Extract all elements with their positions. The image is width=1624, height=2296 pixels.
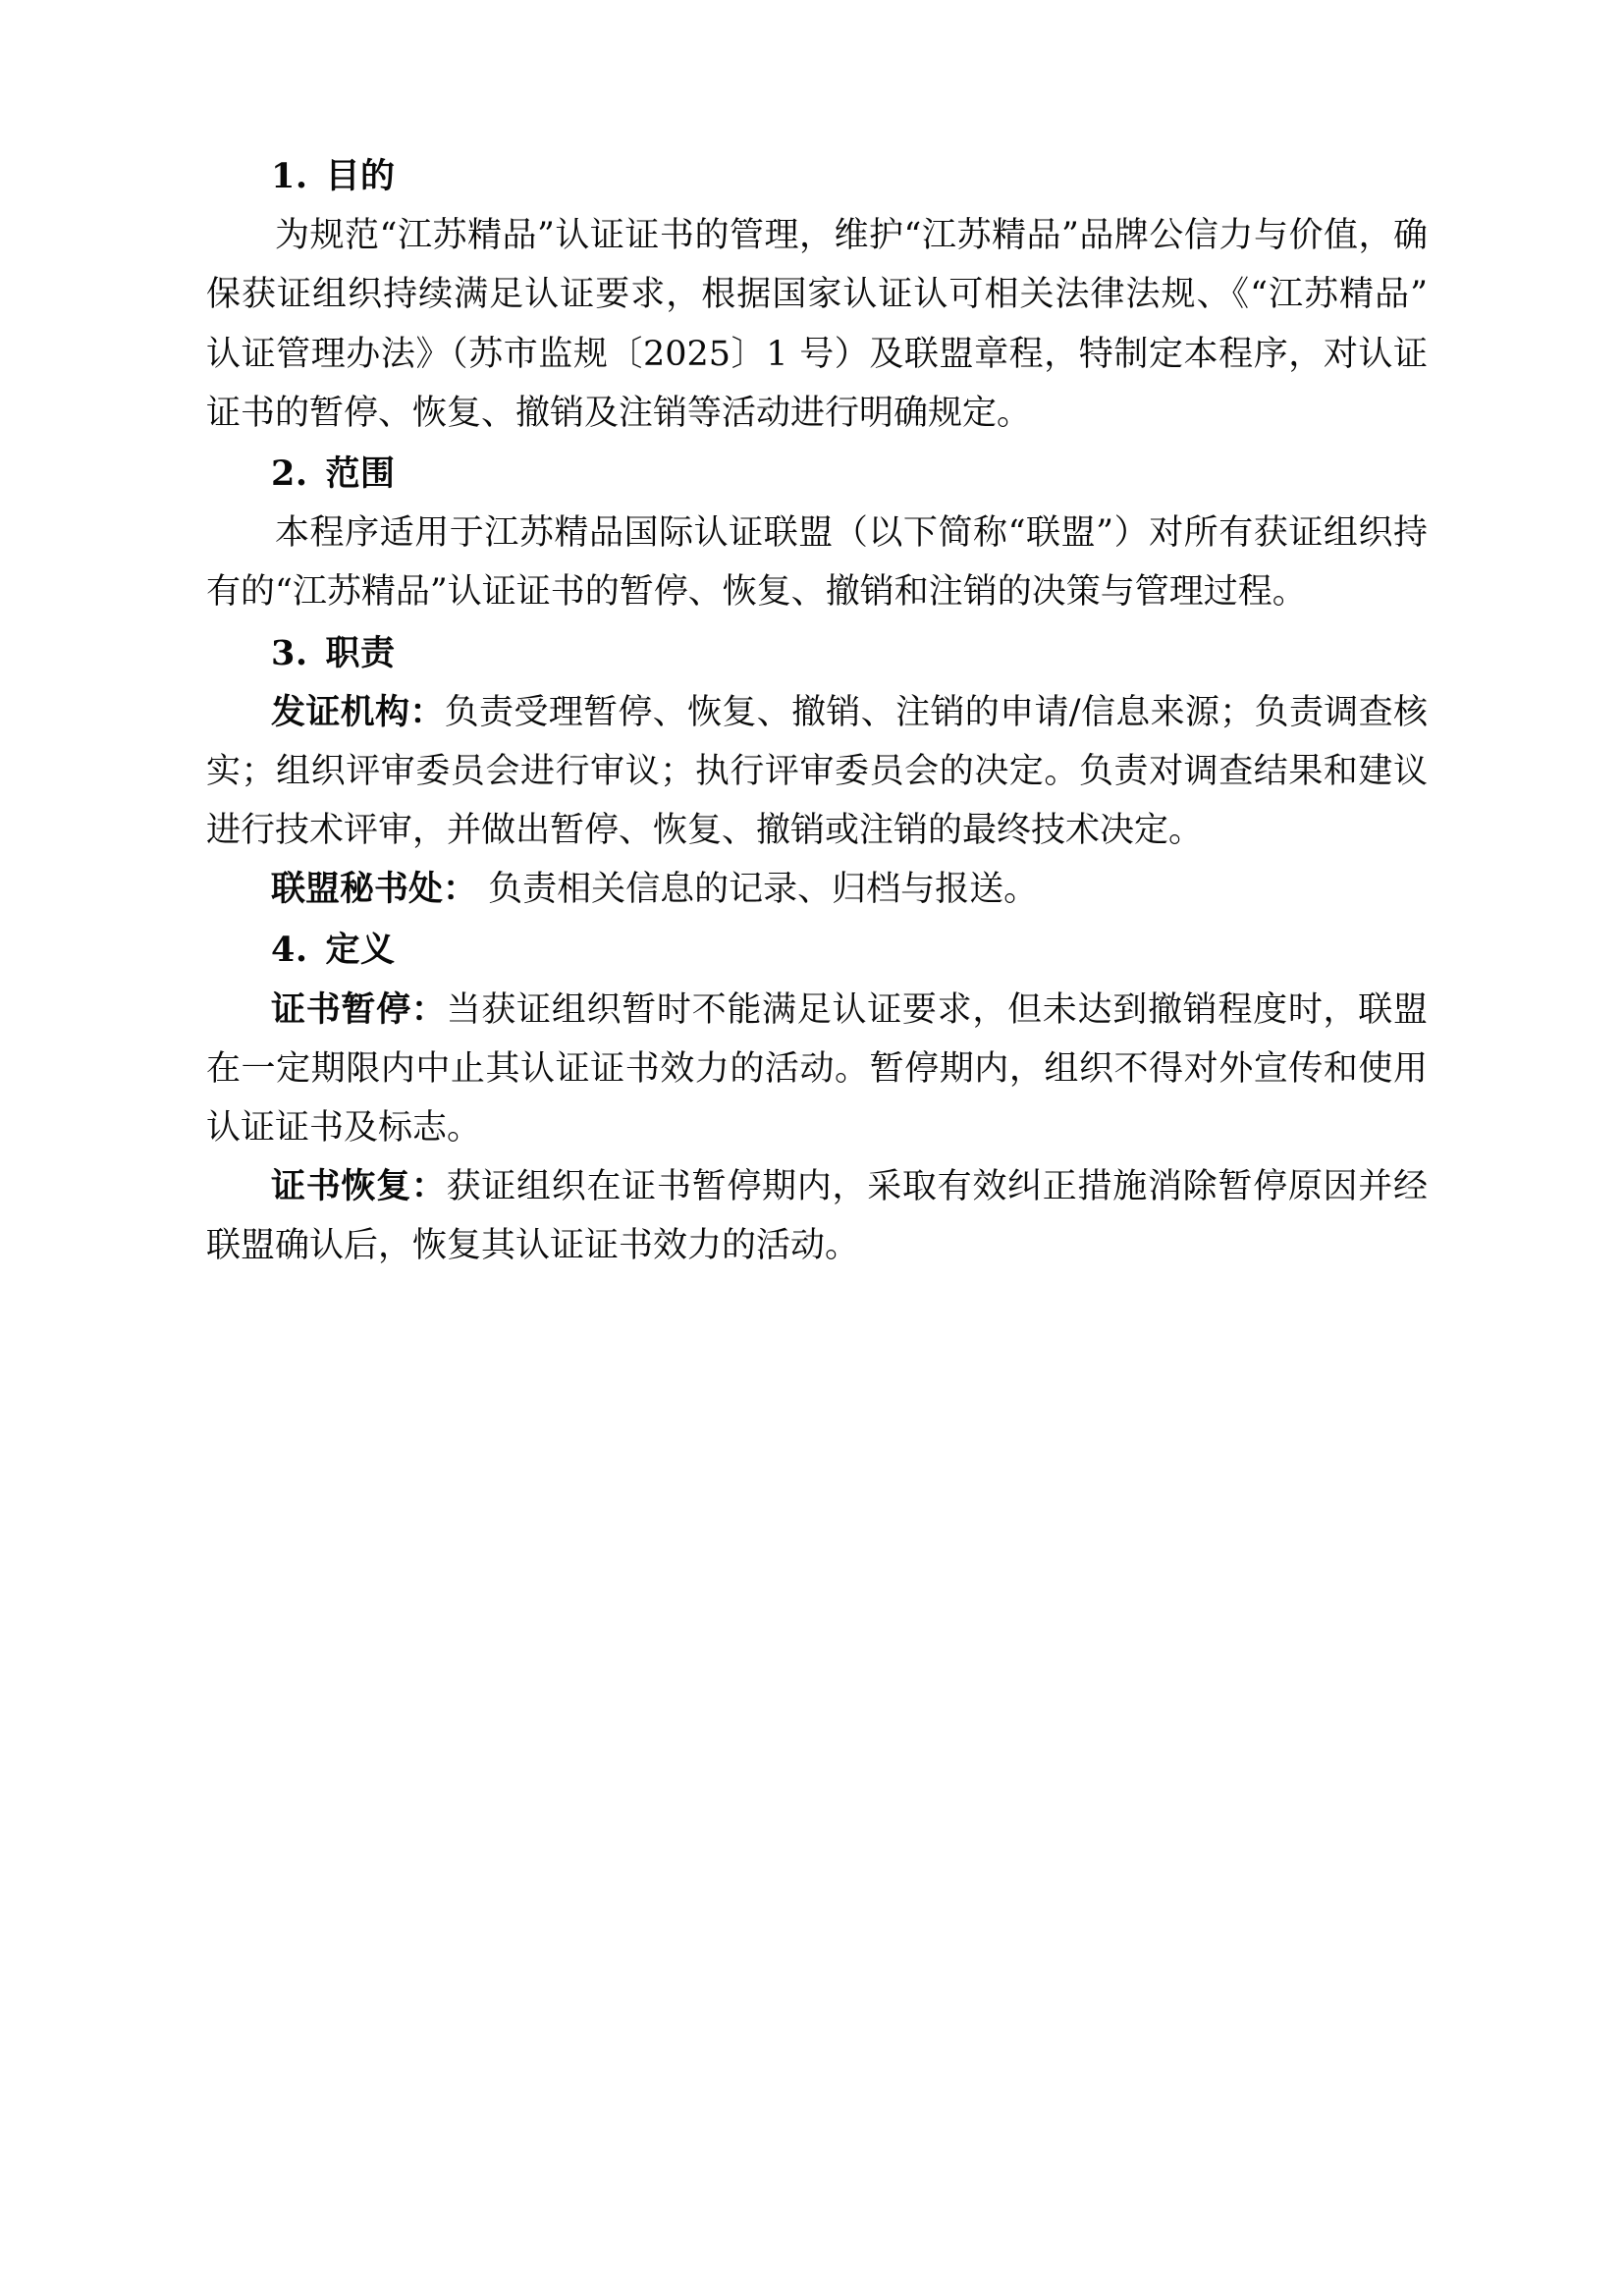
section-3-entry-2 [206, 860, 1428, 919]
section-1 [206, 147, 1428, 443]
section-3-entry-2-lead: 联盟秘书处： [271, 869, 478, 910]
section-2-title: 范围 [325, 453, 396, 494]
section-3-entry-1-text: 负责受理暂停、恢复、撤销、注销的申请/信息来源；负责调查核实；组织评审委员会进行审议；执行评审委员会的决定。负责对调查结果和建议进行技术评审，并做出暂停、恢复、撤销或注销的最终技术决定。 [206, 692, 1428, 851]
section-4-entry-1 [206, 981, 1428, 1158]
section-4-entry-2 [206, 1157, 1428, 1275]
section-4-heading [206, 921, 1428, 980]
section-3-number: 3. [271, 632, 308, 673]
section-4-entry-1-lead: 证书暂停： [271, 988, 447, 1030]
section-1-heading [206, 147, 1428, 206]
section-3-title: 职责 [325, 632, 396, 673]
section-2 [206, 445, 1428, 622]
section-3-entry-1-lead: 发证机构： [271, 691, 445, 732]
section-1-paragraph-1: 为规范“江苏精品”认证证书的管理，维护“江苏精品”品牌公信力与价值，确保获证组织持续满足认证要求，根据国家认证认可相关法律法规、《“江苏精品” 认证管理办法》（苏市监规〔2025〕1 号）及联盟章程，特制定本程序，对认证证书的暂停、恢复、撤销及注销等活动进行明确规定。 [206, 216, 1428, 433]
section-3 [206, 624, 1428, 920]
section-4 [206, 921, 1428, 1275]
section-4-entry-2-text: 获证组织在证书暂停期内，采取有效纠正措施消除暂停原因并经联盟确认后，恢复其认证证书效力的活动。 [206, 1167, 1428, 1266]
section-2-heading [206, 445, 1428, 504]
document-body [206, 147, 1428, 1276]
section-3-heading [206, 624, 1428, 683]
section-4-title: 定义 [325, 930, 396, 971]
section-4-number: 4. [271, 930, 308, 971]
section-3-entry-2-text: 负责相关信息的记录、归档与报送。 [477, 870, 1039, 910]
section-4-entry-2-lead: 证书恢复： [271, 1166, 447, 1207]
section-1-title: 目的 [325, 156, 396, 196]
section-2-number: 2. [271, 453, 308, 494]
section-1-number: 1. [271, 156, 308, 196]
section-4-entry-1-text: 当获证组织暂时不能满足认证要求，但未达到撤销程度时，联盟在一定期限内中止其认证证书效力的活动。暂停期内，组织不得对外宣传和使用认证证书及标志。 [206, 989, 1428, 1148]
section-3-entry-1 [206, 683, 1428, 861]
section-2-paragraph-1: 本程序适用于江苏精品国际认证联盟（以下简称“联盟”）对所有获证组织持有的“江苏精品”认证证书的暂停、恢复、撤销和注销的决策与管理过程。 [206, 513, 1428, 613]
